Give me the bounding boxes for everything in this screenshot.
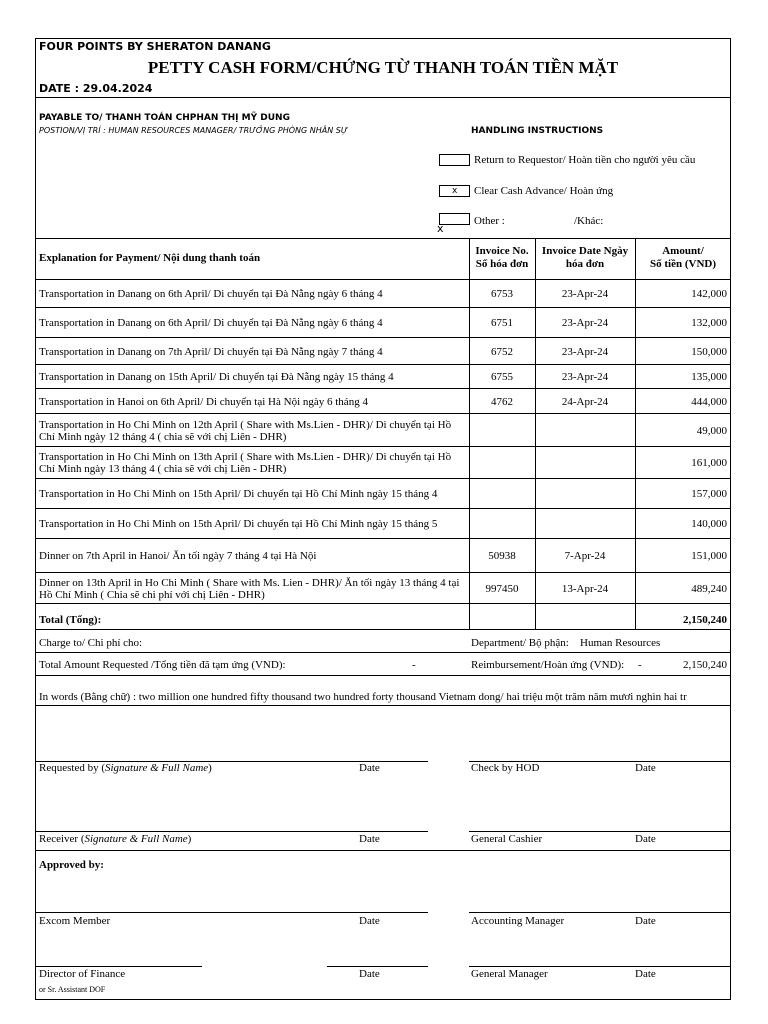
row-amount-cell <box>635 573 727 604</box>
row-invoice-date-cell <box>535 308 635 338</box>
row-invoice-date-cell <box>535 509 635 539</box>
row-description: Transportation in Ho Chi Minh on 12th April ( Share with Ms.Lien - DHR)/ Di chuyển tại Hồ Chí Minh ngày 12 tháng 4 ( chia sẽ với chị Liên - DHR) <box>39 418 452 443</box>
row-description-cell <box>39 308 467 338</box>
row-invoice-no: 6753 <box>491 287 513 300</box>
row-invoice-date: 23-Apr-24 <box>561 371 609 383</box>
col-header-invoice-no-line1: Invoice No. <box>475 245 529 257</box>
row-amount: 444,000 <box>691 395 727 408</box>
reimbursement-label: Reimbursement/Hoàn ứng (VND): <box>471 659 625 671</box>
row-invoice-no-cell <box>469 479 535 509</box>
row-invoice-no: 6751 <box>491 317 513 329</box>
amount-in-words: In words (Bằng chữ) : two million one hundred fifty thousand two hundred forty thousand Vietnam dong/ hai triệu một trăm năm mươi nghìn hai tr <box>39 691 687 703</box>
row-amount-cell <box>635 539 727 573</box>
row-description: Transportation in Hanoi on 6th April/ Di chuyển tại Hà Nội ngày 6 tháng 4 <box>39 395 368 408</box>
row-description-cell <box>39 279 467 308</box>
table-row <box>35 479 731 509</box>
hotel-name: FOUR POINTS BY SHERATON DANANG <box>39 40 271 53</box>
row-invoice-no: 6755 <box>491 371 513 383</box>
row-invoice-date: 23-Apr-24 <box>561 287 609 300</box>
row-amount: 157,000 <box>691 488 727 500</box>
row-invoice-date-cell <box>535 539 635 573</box>
clear-advance-mark: x <box>452 186 458 196</box>
col-header-invoice-no-line2: Số hóa đơn <box>475 258 529 270</box>
check-date: Date <box>635 762 656 774</box>
row-invoice-no-cell <box>469 539 535 573</box>
clear-advance-label: Clear Cash Advance/ Hoàn ứng <box>474 185 614 197</box>
row-amount: 135,000 <box>691 371 727 383</box>
row-description: Transportation in Danang on 6th April/ Di chuyển tại Đà Nẵng ngày 6 tháng 4 <box>39 287 383 300</box>
row-invoice-no-cell <box>469 573 535 604</box>
row-description: Transportation in Danang on 6th April/ Di chuyển tại Đà Nẵng ngày 6 tháng 4 <box>39 317 383 329</box>
sig-line <box>35 831 428 832</box>
row-invoice-date-cell <box>535 389 635 414</box>
row-invoice-no-cell <box>469 447 535 479</box>
row-amount-cell <box>635 279 727 308</box>
row-description: Dinner on 13th April in Ho Chi Minh ( Share with Ms. Lien - DHR)/ Ăn tối ngày 13 tháng 4 tại Hồ Chí Minh ( Chia sẽ chi phí với chị Liên - DHR) <box>39 576 460 601</box>
row-invoice-no-cell <box>469 365 535 389</box>
row-invoice-no: 6752 <box>491 345 513 358</box>
receiver-suffix: ) <box>187 833 192 845</box>
col-header-invoice-date <box>535 245 635 271</box>
general-cashier: General Cashier <box>471 833 543 845</box>
col-line-2 <box>535 238 536 629</box>
col-header-amount-line2: Số tiền (VND) <box>650 258 716 270</box>
or-assistant-dof: or Sr. Assistant DOF <box>39 985 106 994</box>
row-invoice-no: 997450 <box>485 582 519 595</box>
table-row <box>35 308 731 338</box>
row-invoice-date-cell <box>535 338 635 365</box>
director-date: Date <box>359 968 380 980</box>
row-invoice-date-cell <box>535 447 635 479</box>
position: POSTION/VỊ TRÍ : HUMAN RESOURCES MANAGER/ TRƯỞNG PHÒNG NHÂN SỰ <box>39 126 348 135</box>
receiver-label <box>39 833 191 845</box>
row-amount: 49,000 <box>696 424 727 437</box>
row-description-cell <box>39 479 467 509</box>
receiver-italic: Signature & Full Name <box>84 833 188 845</box>
requested-by-label <box>39 762 212 774</box>
requested-by-suffix: ) <box>208 762 212 774</box>
row-invoice-date: 23-Apr-24 <box>561 317 609 329</box>
row-description: Transportation in Danang on 7th April/ Di chuyển tại Đà Nẵng ngày 7 tháng 4 <box>39 345 383 358</box>
row-invoice-no: 4762 <box>491 395 513 408</box>
accounting-date: Date <box>635 915 656 927</box>
receiver-bottom-border <box>35 850 731 851</box>
director-of-finance: Director of Finance <box>39 968 126 980</box>
return-label: Return to Requestor/ Hoàn tiền cho người yêu cầu <box>474 154 696 166</box>
table-row <box>35 338 731 365</box>
sig-line <box>469 966 731 967</box>
general-manager: General Manager <box>471 968 548 980</box>
total-value: 2,150,240 <box>683 614 727 626</box>
charge-to: Charge to/ Chi phí cho: <box>39 637 143 649</box>
col-header-invoice-date-line1: Invoice Date Ngày <box>541 245 629 257</box>
row-invoice-date: 7-Apr-24 <box>564 550 606 562</box>
excom-member: Excom Member <box>39 915 111 927</box>
cashier-date: Date <box>635 833 656 845</box>
receiver-prefix: Receiver ( <box>39 833 85 845</box>
col-header-invoice-no <box>469 245 535 271</box>
approved-by: Approved by: <box>39 859 104 871</box>
words-bottom-border <box>35 705 731 706</box>
row-amount: 142,000 <box>691 287 727 300</box>
sig-line <box>35 912 428 913</box>
handling-heading: HANDLING INSTRUCTIONS <box>471 126 604 136</box>
row-invoice-date-cell <box>535 365 635 389</box>
department-value: Human Resources <box>580 637 661 649</box>
row-description-cell <box>39 447 467 479</box>
gm-date: Date <box>635 968 656 980</box>
requested-by-italic: Signature & Full Name <box>104 762 209 774</box>
row-amount-cell <box>635 338 727 365</box>
row-amount: 151,000 <box>691 550 727 562</box>
table-row <box>35 279 731 308</box>
other-mark: x <box>437 222 444 235</box>
col-line-1 <box>469 238 470 629</box>
table-top-border <box>35 238 731 239</box>
row-invoice-no-cell <box>469 308 535 338</box>
row-description: Transportation in Ho Chi Minh on 13th April ( Share with Ms.Lien - DHR)/ Di chuyển tại Hồ Chí Minh ngày 13 tháng 4 ( chia sẽ với chị Liên - DHR) <box>39 451 452 475</box>
row-amount: 132,000 <box>691 317 727 329</box>
total-label: Total (Tổng): <box>39 614 102 626</box>
row-description-cell <box>39 539 467 573</box>
charge-bottom-border <box>35 652 731 653</box>
col-header-amount <box>635 245 731 271</box>
col-header-explanation: Explanation for Payment/ Nội dung thanh toán <box>39 252 261 264</box>
row-invoice-no-cell <box>469 389 535 414</box>
table-row <box>35 573 731 604</box>
payable-to: PAYABLE TO/ THANH TOÁN CHPHAN THỊ MỸ DUNG <box>39 113 290 123</box>
row-amount-cell <box>635 414 727 447</box>
department-label: Department/ Bộ phận: <box>471 637 569 649</box>
row-amount-cell <box>635 389 727 414</box>
form-title: PETTY CASH FORM/CHỨNG TỪ THANH TOÁN TIỀN MẶT <box>147 58 619 77</box>
row-invoice-date-cell <box>535 573 635 604</box>
accounting-manager: Accounting Manager <box>471 915 565 927</box>
sig-line <box>35 966 202 967</box>
row-description: Transportation in Danang on 15th April/ Di chuyển tại Đà Nẵng ngày 15 tháng 4 <box>39 371 394 383</box>
form-date: DATE : 29.04.2024 <box>39 82 153 95</box>
row-amount: 140,000 <box>691 518 727 530</box>
row-amount-cell <box>635 365 727 389</box>
row-invoice-date: 24-Apr-24 <box>561 395 609 408</box>
other-label-vn: /Khác: <box>574 215 604 227</box>
row-invoice-no: 50938 <box>488 550 516 562</box>
row-description-cell <box>39 389 467 414</box>
clear-advance-checkbox[interactable] <box>439 185 470 197</box>
reimbursement-dash: - <box>638 659 642 671</box>
total-requested-label: Total Amount Requested /Tổng tiền đã tạm ứng (VND): <box>39 659 286 671</box>
row-description: Dinner on 7th April in Hanoi/ Ăn tối ngày 7 tháng 4 tại Hà Nội <box>39 550 317 562</box>
row-amount-cell <box>635 509 727 539</box>
row-invoice-no-cell <box>469 414 535 447</box>
table-row <box>35 365 731 389</box>
row-description-cell <box>39 338 467 365</box>
row-description-cell <box>39 365 467 389</box>
reimbursement-value: 2,150,240 <box>683 659 727 671</box>
row-amount-cell <box>635 447 727 479</box>
table-row <box>35 389 731 414</box>
row-amount-cell <box>635 308 727 338</box>
receiver-date: Date <box>359 833 380 845</box>
sig-line <box>469 831 731 832</box>
table-row <box>35 447 731 479</box>
row-description: Transportation in Ho Chi Minh on 15th April/ Di chuyển tại Hồ Chí Minh ngày 15 tháng 4 <box>39 488 438 500</box>
row-description-cell <box>39 414 467 447</box>
row-amount: 489,240 <box>691 582 727 595</box>
requested-date: Date <box>359 762 380 774</box>
row-amount: 150,000 <box>691 345 727 358</box>
row-invoice-no-cell <box>469 338 535 365</box>
row-invoice-no-cell <box>469 279 535 308</box>
col-line-3 <box>635 238 636 629</box>
row-invoice-date-cell <box>535 414 635 447</box>
check-by-hod: Check by HOD <box>471 762 540 774</box>
row-invoice-date: 23-Apr-24 <box>561 345 609 358</box>
total-bottom-border <box>35 629 731 630</box>
table-row <box>35 414 731 447</box>
excom-date: Date <box>359 915 380 927</box>
col-header-amount-line1: Amount/ <box>662 245 704 257</box>
total-requested-value: - <box>412 659 416 671</box>
reimbursement-bottom-border <box>35 675 731 676</box>
row-amount-cell <box>635 479 727 509</box>
table-row <box>35 509 731 539</box>
requested-by-prefix: Requested by ( <box>39 762 105 774</box>
row-description: Transportation in Ho Chi Minh on 15th April/ Di chuyển tại Hồ Chí Minh ngày 15 tháng 5 <box>39 518 438 530</box>
sig-line <box>469 912 731 913</box>
sig-line <box>327 966 428 967</box>
row-description-cell <box>39 509 467 539</box>
row-description-cell <box>39 573 467 604</box>
row-invoice-date: 13-Apr-24 <box>561 582 609 595</box>
row-invoice-no-cell <box>469 509 535 539</box>
row-amount: 161,000 <box>691 457 727 469</box>
divider <box>35 97 731 98</box>
return-checkbox[interactable] <box>439 154 470 166</box>
row-invoice-date-cell <box>535 279 635 308</box>
table-row <box>35 539 731 573</box>
other-label: Other : <box>474 215 505 227</box>
col-header-invoice-date-line2: hóa đơn <box>565 258 605 270</box>
row-invoice-date-cell <box>535 479 635 509</box>
